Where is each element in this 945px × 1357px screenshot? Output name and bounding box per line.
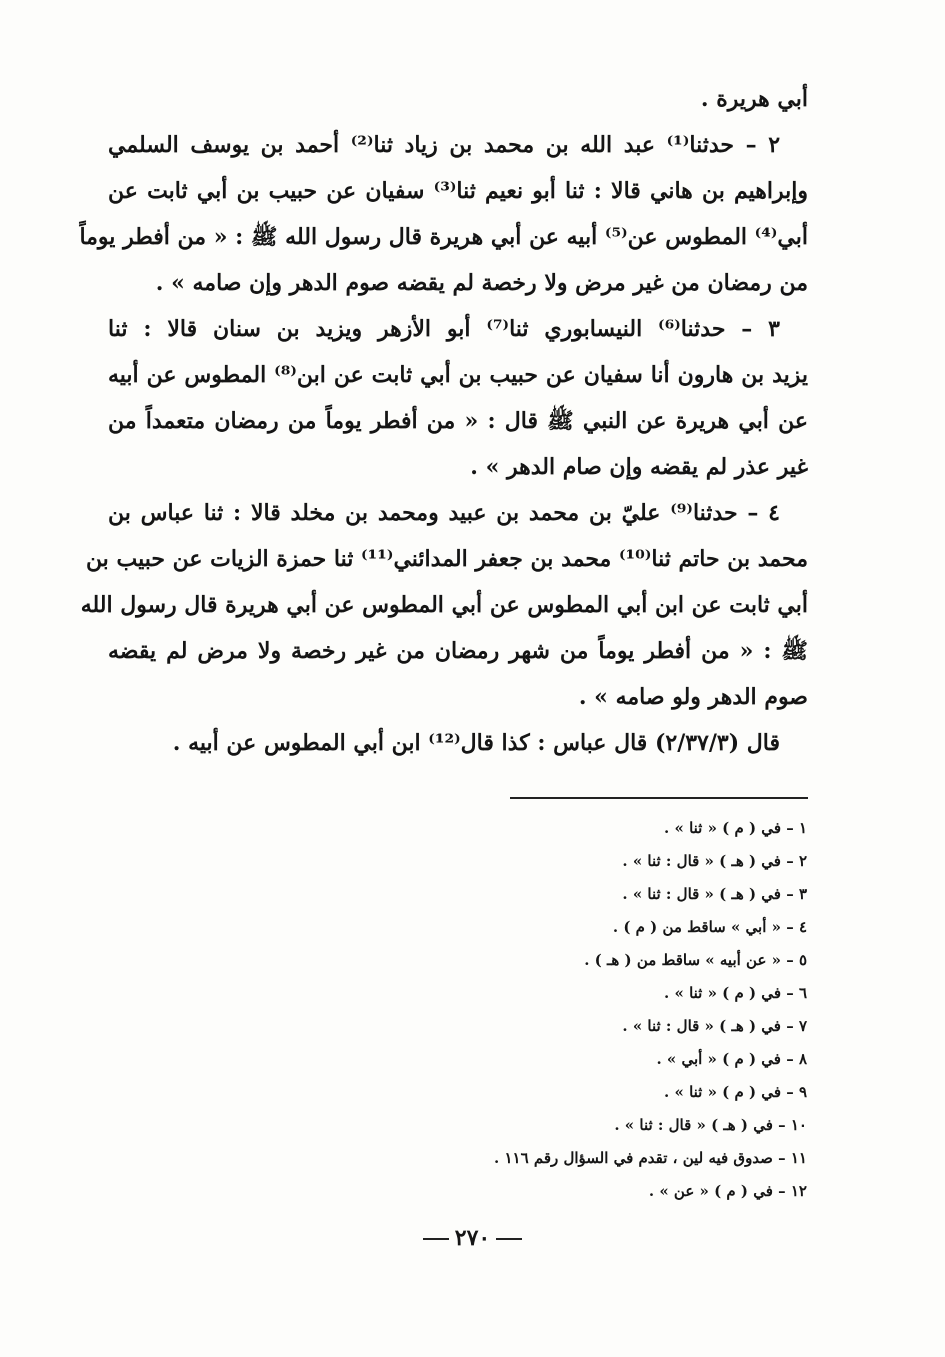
text-line: وإبراهيم بن هاني قالا : ثنا أبو نعيم ثنا⁽³⁾ سفيان عن حبيب بن أبي ثابت عن [108, 178, 809, 204]
footnote: ١٠ – في ( هـ ) « قال : ثنا » . [614, 1116, 807, 1134]
footnote: ٥ – « عن أبيه » ساقط من ( هـ ) . [584, 951, 807, 969]
footnote: ٤ – « أبي » ساقط من ( م ) . [612, 918, 807, 936]
text-line: قال (٢/٣٧/٣) قال عباس : كذا قال⁽¹²⁾ ابن أبي المطوس عن أبيه . [172, 730, 780, 756]
footnote: ٩ – في ( م ) « ثنا » . [664, 1083, 807, 1101]
page-number-dash [423, 1238, 449, 1240]
footnotes [387, 812, 807, 1208]
footnote: ٦ – في ( م ) « ثنا » . [664, 984, 807, 1002]
text-line: محمد بن حاتم ثنا⁽¹⁰⁾ محمد بن جعفر المدائني⁽¹¹⁾ ثنا حمزة الزيات عن حبيب بن [85, 546, 808, 572]
footnote: ١ – في ( م ) « ثنا » . [664, 819, 807, 837]
footnote: ١٢ – في ( م ) « عن » . [648, 1182, 807, 1200]
page-number-dash [496, 1238, 522, 1240]
footnote: ٧ – في ( هـ ) « قال : ثنا » . [622, 1017, 807, 1035]
page-number [0, 1225, 945, 1251]
text-line: ٢ – حدثنا⁽¹⁾ عبد الله بن محمد بن زياد ثنا⁽²⁾ أحمد بن يوسف السلمي [108, 132, 781, 158]
text-line: ﷺ : « من أفطر يوماً من شهر رمضان من غير رخصة ولا مرض لم يقضه [108, 638, 808, 664]
text-line: ٤ – حدثنا⁽⁹⁾ عليّ بن محمد بن عبيد ومحمد بن مخلد قالا : ثنا عباس بن [108, 500, 780, 526]
footnote: ١١ – صدوق فيه لين ، تقدم في السؤال رقم ١١٦ . [494, 1149, 807, 1167]
text-line: من رمضان من غير مرض ولا رخصة لم يقضه صوم الدهر وإن صامه » . [155, 270, 808, 296]
footnote: ٢ – في ( هـ ) « قال : ثنا » . [622, 852, 807, 870]
text-line: غير عذر لم يقضه وإن صام الدهر » . [470, 454, 808, 480]
text-line: أبي هريرة . [700, 86, 808, 112]
footnote: ٨ – في ( م ) « أبي » . [656, 1050, 807, 1068]
text-line: ٣ – حدثنا⁽⁶⁾ النيسابوري ثنا⁽⁷⁾ أبو الأزهر ويزيد بن سنان قالا : ثنا [108, 316, 780, 342]
page-number-value: ٢٧٠ [454, 1225, 491, 1251]
footnote: ٣ – في ( هـ ) « قال : ثنا » . [622, 885, 807, 903]
text-line: أبي⁽⁴⁾ المطوس عن⁽⁵⁾ أبيه عن أبي هريرة قال رسول الله ﷺ : « من أفطر يوماً [79, 224, 808, 250]
text-line: أبي ثابت عن ابن أبي المطوس عن أبي المطوس عن أبي هريرة قال رسول الله [80, 592, 808, 618]
footnote-divider [510, 797, 808, 799]
text-line: يزيد بن هارون أنا سفيان عن حبيب بن أبي ثابت عن ابن⁽⁸⁾ المطوس عن أبيه [108, 362, 808, 388]
text-line: صوم الدهر ولو صامه » . [578, 684, 808, 710]
text-line: عن أبي هريرة عن النبي ﷺ قال : « من أفطر يوماً من رمضان متعمداً من [108, 408, 808, 434]
hadith-text [79, 76, 809, 766]
